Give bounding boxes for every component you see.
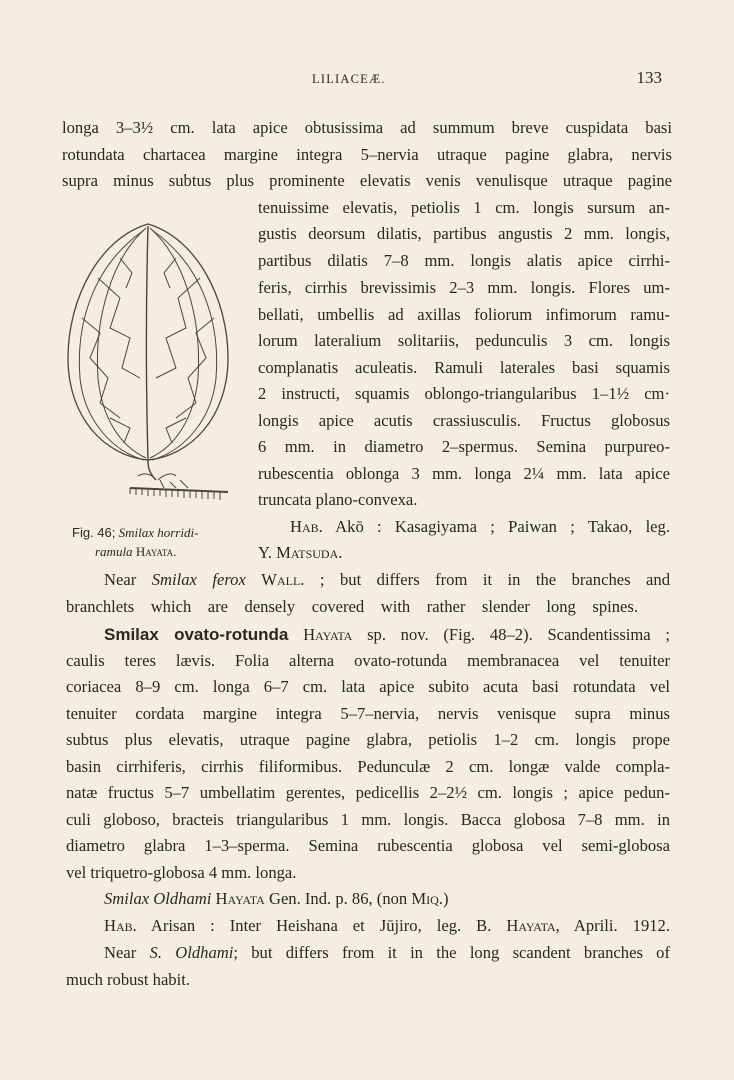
synonym-line (104, 889, 670, 909)
text-line: longa 3–3½ cm. lata apice obtusissima ad summum breve cuspidata basi (62, 118, 672, 137)
caption-species: Smilax horridi- (118, 525, 199, 540)
text-line: vel triquetro-globosa 4 mm. longa. (66, 863, 297, 882)
figure-caption (72, 523, 250, 561)
caption-author: Hayata. (135, 544, 177, 559)
near-prefix: Near (104, 943, 137, 962)
page-header (0, 68, 734, 92)
caption-species-2: ramula (95, 544, 133, 559)
near-rest: ; but differs from it in the branches and (319, 570, 670, 589)
caption-line-2 (72, 542, 250, 561)
collector-name: Matsuda. (276, 543, 343, 562)
text-line: 2 instructi, squamis oblongo-triangularibus 1–1½ cm· (258, 384, 670, 403)
synonym-species: Smilax Oldhami (104, 889, 212, 908)
synonym-close: ) (442, 889, 449, 908)
text-line: feris, cirrhis brevissimis 2–3 mm. longis. Flores um- (258, 278, 670, 297)
text-line: tenuissime elevatis, petiolis 1 cm. longis sursum an- (258, 198, 670, 217)
note-line (104, 570, 670, 590)
text-line: 6 mm. in diametro 2–spermus. Semina purpureo- (258, 437, 670, 456)
near-author: Wall. (261, 570, 305, 589)
figure-label: Fig. 46; (72, 525, 116, 540)
habitat-line (104, 916, 670, 936)
running-head: LILIACEÆ. (312, 72, 386, 86)
habitat-line (258, 543, 670, 563)
page-number: 133 (636, 68, 662, 87)
text-line: complanatis aculeatis. Ramuli laterales basi squamis (258, 358, 670, 377)
text-line: diametro glabra 1–3–sperma. Semina rubescentia globosa vel semi-globosa (66, 836, 670, 855)
text-line: supra minus subtus plus prominente elevatis venis venulisque utraque pagine (62, 171, 672, 190)
near-species: S. Oldhami (149, 943, 234, 962)
text-line: gustis deorsum dilatis, partibus angustis 2 mm. longis, (258, 224, 670, 243)
text-line: subtus plus elevatis, utraque pagine glabra, petiolis 1–2 cm. longis prope (66, 730, 670, 749)
species-name: Smilax ovato-rotunda (104, 625, 289, 644)
hab-label: Hab. (290, 517, 323, 536)
species-rest: sp. nov. (Fig. 48–2). Scandentissima ; (352, 625, 670, 644)
species-author: Hayata (303, 625, 353, 644)
hab-text: Akō : Kasagiyama ; Paiwan ; Takao, leg. (322, 517, 670, 536)
synonym-author: Hayata (215, 889, 265, 908)
text-line: rotundata chartacea margine integra 5–nervia utraque pagine glabra, nervis (62, 145, 672, 164)
note-line: branchlets which are densely covered with rather slender long spines. (66, 597, 638, 616)
caption-line-1 (72, 523, 250, 542)
collection-date: , Aprili. 1912. (555, 916, 670, 935)
collector-initial: Y. (258, 543, 272, 562)
text-line: coriacea 8–9 cm. longa 6–7 cm. lata apice subito acuta basi rotundata vel (66, 677, 670, 696)
text-line: rubescentia oblonga 3 mm. longa 2¼ mm. lata apice (258, 464, 670, 483)
text-line: truncata plano-convexa. (258, 490, 418, 509)
near-prefix: Near (104, 570, 137, 589)
synonym-rest: Gen. Ind. p. 86, (non (264, 889, 412, 908)
text-line: basin cirrhiferis, cirrhis filiformibus. Pedunculæ 2 cm. longæ valde compla- (66, 757, 670, 776)
collector-name: Hayata (506, 916, 556, 935)
near-species: Smilax ferox (151, 570, 246, 589)
hab-label: Hab. (104, 916, 137, 935)
habitat-line (290, 517, 670, 537)
text-line: natæ fructus 5–7 umbellatim gerentes, pedicellis 2–2½ cm. longis ; apice pedun- (66, 783, 670, 802)
leaf-illustration (60, 218, 236, 516)
species-heading-line (104, 625, 670, 645)
note-line (104, 943, 670, 963)
text-line: tenuiter cordata margine integra 5–7–nervia, nervis venisque supra minus (66, 704, 670, 723)
near-rest: ; but differs from it in the long scandent branches of (233, 943, 670, 962)
text-line: caulis teres lævis. Folia alterna ovato-rotunda membranacea vel tenuiter (66, 651, 670, 670)
text-line: lorum lateralium solitariis, pedunculis 3 cm. longis (258, 331, 670, 350)
text-line: bellati, umbellis ad axillas foliorum infimorum ramu- (258, 305, 670, 324)
text-line: partibus dilatis 7–8 mm. longis alatis apice cirrhi- (258, 251, 670, 270)
synonym-author-2: Miq. (411, 889, 443, 908)
text-line: culi globoso, bracteis triangularibus 1 mm. longis. Bacca globosa 7–8 mm. in (66, 810, 670, 829)
text-line: longis apice acutis crassiusculis. Fructus globosus (258, 411, 670, 430)
hab-text: Arisan : Inter Heishana et Jūjiro, leg. B. (136, 916, 507, 935)
note-line: much robust habit. (66, 970, 190, 989)
